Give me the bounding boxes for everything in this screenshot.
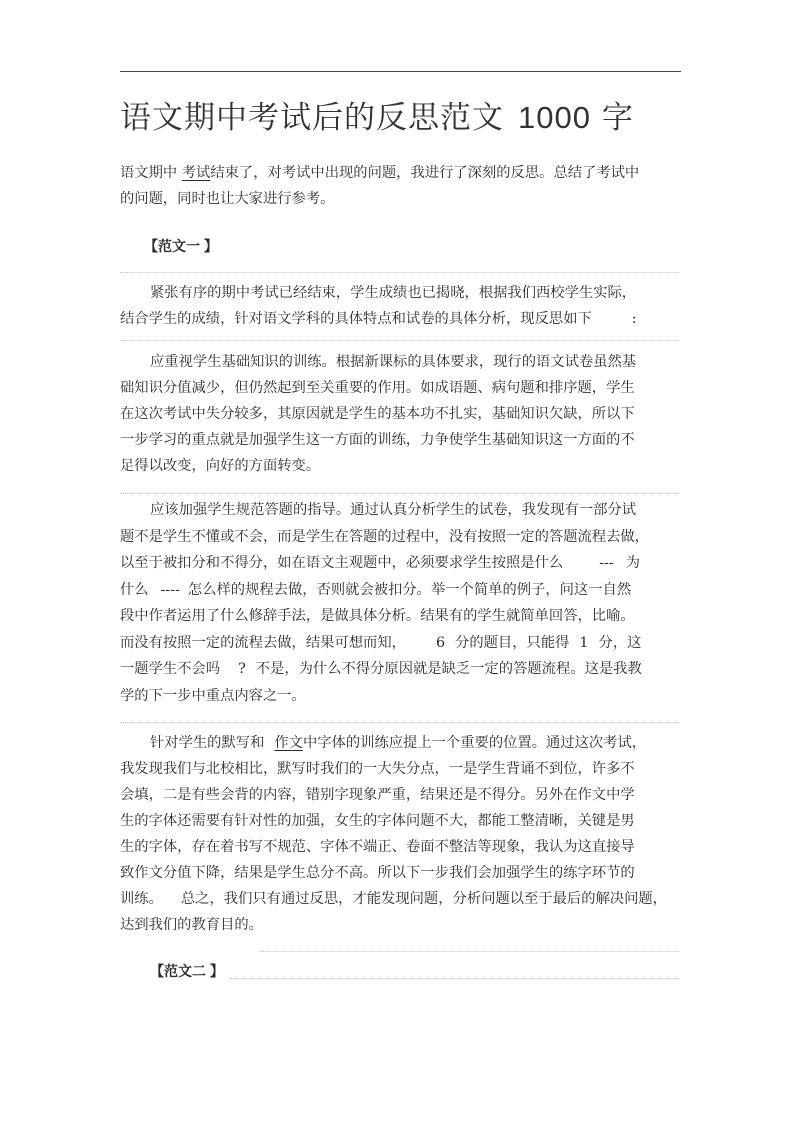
p3-line-2: 题不是学生不懂或不会，而是学生在答题的过程中，没有按照一定的答题流程去做， <box>120 529 649 545</box>
intro-text: 结束了，对考试中出现的问题，我进行了深刻的反思。总结了考试中 <box>210 165 640 181</box>
title-suffix: 字 <box>601 100 634 136</box>
p4-line-3: 会填，二是有些会背的内容，错别字现象严重，结果还是不得分。另外在作文中学 <box>120 787 635 803</box>
p4-line-6: 致作文分值下降，结果是学生总分不高。所以下一步我们会加强学生的练字环节的 <box>120 865 635 881</box>
p2-line-4: 一步学习的重点就是加强学生这一方面的训练，力争使学生基础知识这一方面的不 <box>120 432 635 448</box>
p2-line-5: 足得以改变，向好的方面转变。 <box>120 458 321 474</box>
p1-line-2 <box>120 309 637 329</box>
p4-text: 中字体的训练应提上一个重要的位置。通过这次考试， <box>302 735 647 751</box>
p3-line-8: 学的下一步中重点内容之一。 <box>120 688 306 704</box>
p4-text: 针对学生的默写和 <box>150 735 265 751</box>
dotted-divider <box>120 272 680 273</box>
p3-line-1: 应该加强学生规范答题的指导。通过认真分析学生的试卷，我发现有一部分试 <box>150 502 637 518</box>
intro-line-2: 的问题，同时也让大家进行参考。 <box>120 191 335 207</box>
title-number: 1000 <box>518 100 591 135</box>
dotted-divider <box>120 340 680 341</box>
p3-text: 为 <box>625 555 640 571</box>
p3-line-4 <box>120 580 631 600</box>
p1-colon: : <box>631 311 637 327</box>
p3-number: 6 <box>435 635 446 651</box>
p4-line-5: 生的字体，存在着书写不规范、字体不端正、卷面不整洁等现象，我认为这直接导 <box>120 839 635 855</box>
p4-line-7 <box>120 889 667 909</box>
p2-line-3: 在这次考试中失分较多，其原因就是学生的基本功不扎实，基础知识欠缺，所以下 <box>120 406 635 422</box>
p4-text: 总之，我们只有通过反思，才能发现问题，分析问题以至于最后的解决问题， <box>180 891 667 907</box>
p3-text: 分，这 <box>598 635 642 651</box>
intro-text: 语文期中 <box>120 165 178 181</box>
p1-text: 结合学生的成绩，针对语文学科的具体特点和试卷的具体分析，现反思如下 <box>120 311 592 327</box>
p4-line-4: 生的字体还需要有针对性的加强，女生的字体问题不大，都能工整清晰，关键是男 <box>120 813 635 829</box>
top-rule <box>120 71 681 72</box>
dotted-divider <box>230 978 680 979</box>
p3-text: 而没有按照一定的流程去做，结果可想而知， <box>120 635 406 651</box>
p4-line-1 <box>150 733 646 753</box>
p3-dash: ---- <box>160 582 180 598</box>
p3-text: 不是，为什么不得分原因就是缺乏一定的答题流程。这是我教 <box>255 661 642 677</box>
p1-line-1: 紧张有序的期中考试已经结束，学生成绩也已揭晓，根据我们西校学生实际， <box>150 285 637 301</box>
p3-line-7 <box>120 659 642 679</box>
p4-line-8: 达到我们的教育目的。 <box>120 917 263 933</box>
page-title <box>120 98 634 138</box>
section-heading-1: 【范文一 】 <box>144 238 218 254</box>
dotted-divider <box>120 722 680 723</box>
p2-line-1: 应重视学生基础知识的训练。根据新课标的具体要求，现行的语文试卷虽然基 <box>150 354 637 370</box>
p3-text: 什么 <box>120 582 149 598</box>
p3-number: 1 <box>579 635 589 651</box>
p3-dash: --- <box>599 555 614 571</box>
p3-line-6 <box>120 633 641 653</box>
dotted-divider <box>120 493 680 494</box>
p3-line-5: 段中作者运用了什么修辞手法，是做具体分析。结果有的学生就简单回答，比喻。 <box>120 608 635 624</box>
title-main: 语文期中考试后的反思范文 <box>120 100 504 136</box>
intro-line-1 <box>120 163 639 183</box>
p2-line-2: 础知识分值减少，但仍然起到至关重要的作用。如成语题、病句题和排序题，学生 <box>120 380 635 396</box>
p3-text: 怎么样的规程去做，否则就会被扣分。举一个简单的例子，问这一自然 <box>187 582 632 598</box>
exam-link[interactable]: 考试 <box>181 165 211 181</box>
p3-text: 分的题目，只能得 <box>455 635 570 651</box>
composition-link[interactable]: 作文 <box>274 735 303 751</box>
dotted-divider <box>260 951 680 952</box>
p3-line-3 <box>120 553 640 573</box>
p3-text: 以至于被扣分和不得分，如在语文主观题中，必须要求学生按照是什么 <box>120 555 564 571</box>
section-heading-2: 【范文二 】 <box>150 963 224 979</box>
p4-text: 训练。 <box>120 891 163 907</box>
p4-line-2: 我发现我们与北校相比，默写时我们的一大失分点，一是学生背诵不到位，许多不 <box>120 761 635 777</box>
p3-text: 一题学生不会吗 <box>120 661 221 677</box>
p3-question-mark: ? <box>238 661 246 677</box>
